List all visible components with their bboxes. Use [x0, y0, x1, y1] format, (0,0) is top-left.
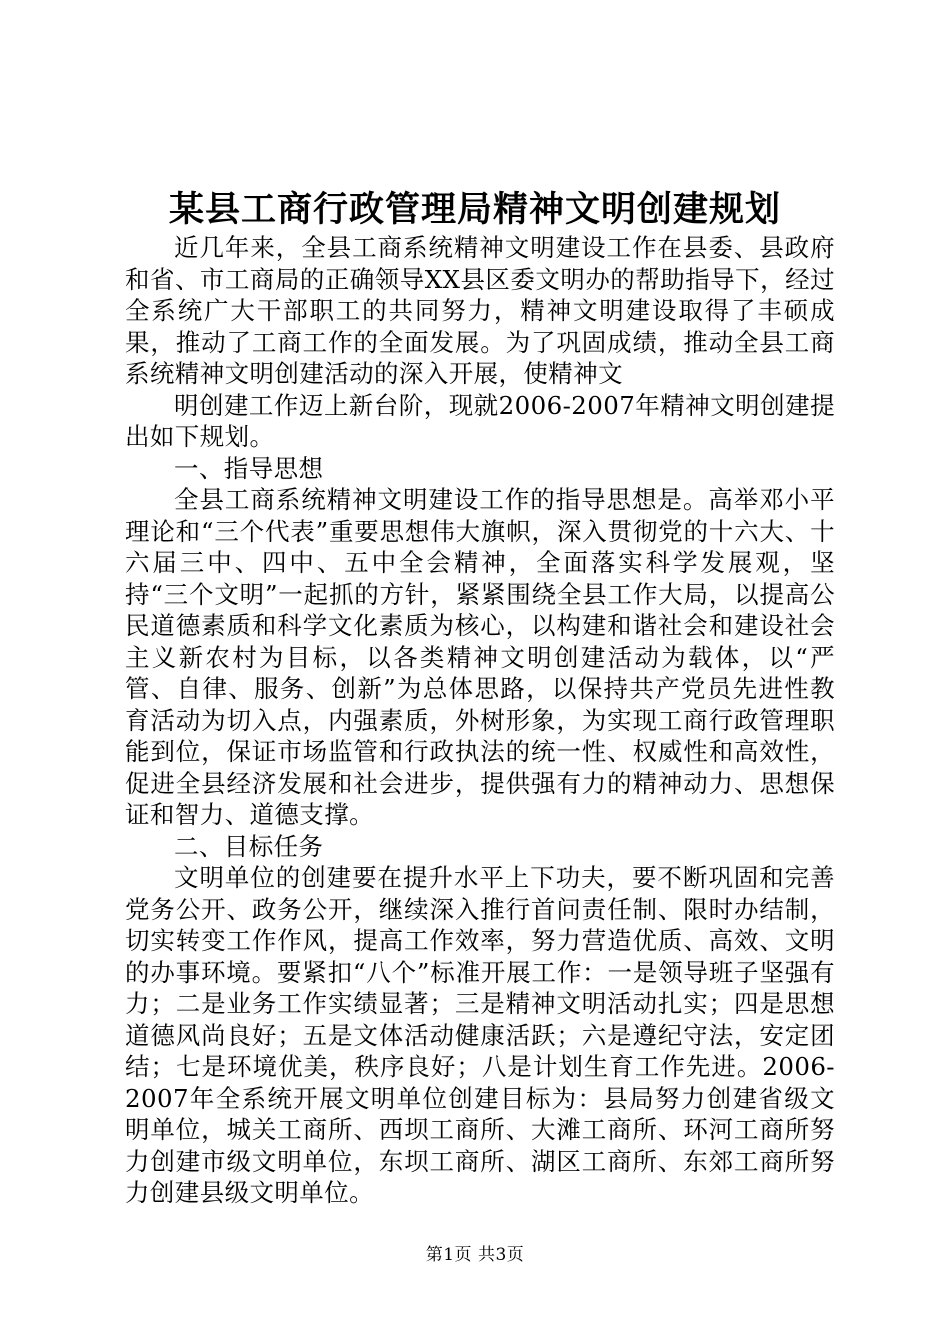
document-title: 某县工商行政管理局精神文明创建规划 — [168, 189, 781, 230]
paragraph-guiding-ideology: 全县工商系统精神文明建设工作的指导思想是。高举邓小平理论和“三个代表”重要思想伟大旗帜，深入贯彻党的十六大、十六届三中、四中、五中全会精神，全面落实科学发展观，坚持“三个文明”一起抓的方针，紧紧围绕全县工作大局，以提高公民道德素质和科学文化素质为核心，以构建和谐社会和建设社会主义新农村为目标，以各类精神文明创建活动为载体，以“严管、自律、服务、创新”为总体思路，以保持共产党员先进性教育活动为切入点，内强素质，外树形象，为实现工商行政管理职能到位，保证市场监管和行政执法的统一性、权威性和高效性，促进全县经济发展和社会进步，提供强有力的精神动力、思想保证和智力、道德支撑。 — [125, 485, 835, 829]
paragraph-goals-tasks: 文明单位的创建要在提升水平上下功夫，要不断巩固和完善党务公开、政务公开，继续深入推行首问责任制、限时办结制，切实转变工作作风，提高工作效率，努力营造优质、高效、文明的办事环境。要紧扣“八个”标准开展工作：一是领导班子坚强有力；二是业务工作实绩显著；三是精神文明活动扎实；四是思想道德风尚良好；五是文体活动健康活跃；六是遵纪守法，安定团结；七是环境优美，秩序良好；八是计划生育工作先进。2006-2007年全系统开展文明单位创建目标为：县局努力创建省级文明单位，城关工商所、西坝工商所、大滩工商所、环河工商所努力创建市级文明单位，东坝工商所、湖区工商所、东郊工商所努力创建县级文明单位。 — [125, 863, 835, 1207]
page-footer: 第1页 共3页 — [425, 1245, 525, 1265]
section-heading-guiding-ideology: 一、指导思想 — [174, 453, 324, 483]
document-body — [125, 232, 835, 1209]
paragraph-intro-continued: 明创建工作迈上新台阶，现就2006-2007年精神文明创建提出如下规划。 — [125, 390, 835, 451]
paragraph-intro: 近几年来，全县工商系统精神文明建设工作在县委、县政府和省、市工商局的正确领导XX县区委文明办的帮助指导下，经过全系统广大干部职工的共同努力，精神文明建设取得了丰硕成果，推动了工商工作的全面发展。为了巩固成绩，推动全县工商系统精神文明创建活动的深入开展，使精神文 — [125, 233, 835, 388]
section-heading-goals-tasks: 二、目标任务 — [174, 831, 324, 861]
